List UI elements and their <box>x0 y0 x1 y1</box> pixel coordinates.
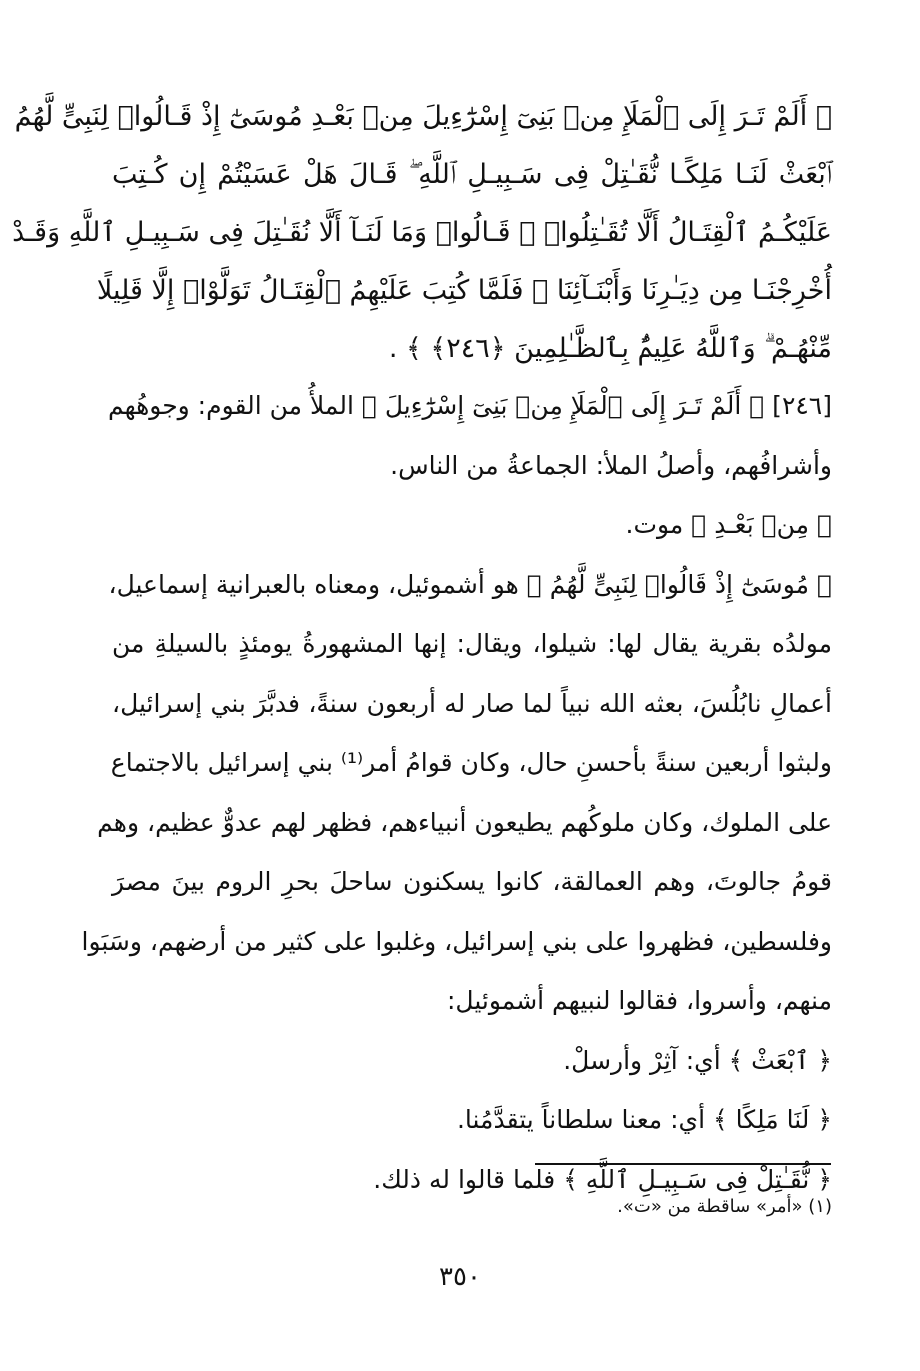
commentary-line: [٢٤٦] ﴿ أَلَمْ تَـرَ إِلَى ٱلْمَلَإِ مِنۢ بَنِىٓ إِسْرَٰٓءِيلَ ﴾ الملأُ من القوم: وجوهُهم <box>107 391 832 420</box>
commentary-line: أعمالِ نابُلُسَ، بعثه الله نبياً لما صار له أربعون سنةً، فدبَّرَ بني إسرائيل، <box>112 688 832 718</box>
commentary-line: قومُ جالوتَ، وهم العمالقة، كانوا يسكنون ساحلَ بحرِ الروم بينَ مصرَ <box>112 867 832 896</box>
page-number: ٣٥٠ <box>439 1262 481 1292</box>
commentary-line: ﴿ نُّقَـٰتِلْ فِى سَـبِيـلِ ٱللَّهِ ﴾ فلما قالوا له ذلك. <box>373 1164 832 1194</box>
commentary-line: وفلسطين، فظهروا على بني إسرائيل، وغلبوا على كثير من أرضهم، وسَبَوا <box>81 926 832 956</box>
commentary-line: ولبثوا أربعين سنةً بأحسنِ حال، وكان قوامُ أمر⁽¹⁾ بني إسرائيل بالاجتماع <box>110 748 832 777</box>
quran-verse-block <box>12 88 832 378</box>
quran-line: عَلَيْكُـمُ ٱلْقِتَـالُ أَلَّا تُقَـٰتِلُوا۟ ۖ قَـالُوا۟ وَمَا لَنَـآ أَلَّا نُقَـٰتِلَ فِى سَـبِيـلِ ٱللَّهِ وَقَـدْ <box>12 217 832 248</box>
quran-line: أُخْرِجْنَـا مِن دِيَـٰرِنَا وَأَبْنَـآئِنَا ۖ فَلَمَّا كُتِبَ عَلَيْهِمُ ٱلْقِتَـالُ تَوَلَّوْا۟ إِلَّا قَلِيلًا <box>96 275 832 306</box>
commentary-line: ﴿ مُوسَىٰٓ إِذْ قَالُوا۟ لِنَبِىٍّ لَّهُمُ ﴾ هو أشموئيل، ومعناه بالعبرانية إسماعيل، <box>108 569 832 599</box>
commentary-line: ﴿ ٱبْعَثْ ﴾ أي: آثِرْ وأرسلْ. <box>563 1045 832 1075</box>
commentary-line: مولدُه بقرية يقال لها: شيلوا، ويقال: إنها المشهورةُ يومئذٍ بالسيلةِ من <box>112 629 832 658</box>
commentary-line: منهم، وأسروا، فقالوا لنبيهم أشموئيل: <box>446 986 832 1015</box>
commentary-line: ﴿ لَنَا مَلِكًا ﴾ أي: معنا سلطاناً يتقدَّمُنا. <box>456 1105 832 1134</box>
footnote-separator <box>535 1163 831 1165</box>
quran-line: مِّنْهُـمْ ۗ وَٱللَّهُ عَلِيمٌۢ بِٱلظَّـٰلِمِينَ ﴿٢٤٦﴾ ﴾ . <box>388 333 832 364</box>
quran-line: ٱبْعَثْ لَنَـا مَلِكًـا نُّقَـٰتِلْ فِى سَـبِيـلِ ٱللَّهِ ۖ قَـالَ هَلْ عَسَيْتُمْ إِن كُـتِبَ <box>112 159 832 190</box>
commentary-block <box>81 376 832 1209</box>
footnote: (١) «أمر» ساقطة من «ت». <box>617 1196 832 1217</box>
quran-line: ﴿ أَلَمْ تَـرَ إِلَى ٱلْمَلَإِ مِنۢ بَنِىٓ إِسْرَٰٓءِيلَ مِنۢ بَعْـدِ مُوسَىٰٓ إِذْ قَـالُوا۟ لِنَبِىٍّ لَّهُمُ <box>14 101 832 132</box>
commentary-line: ﴿ مِنۢ بَعْـدِ ﴾ موت. <box>625 510 832 539</box>
commentary-line: وأشرافُهم، وأصلُ الملأ: الجماعةُ من الناس. <box>390 450 832 480</box>
commentary-line: على الملوك، وكان ملوكُهم يطيعون أنبياءهم، فظهر لهم عدوٌّ عظيم، وهم <box>97 807 832 837</box>
